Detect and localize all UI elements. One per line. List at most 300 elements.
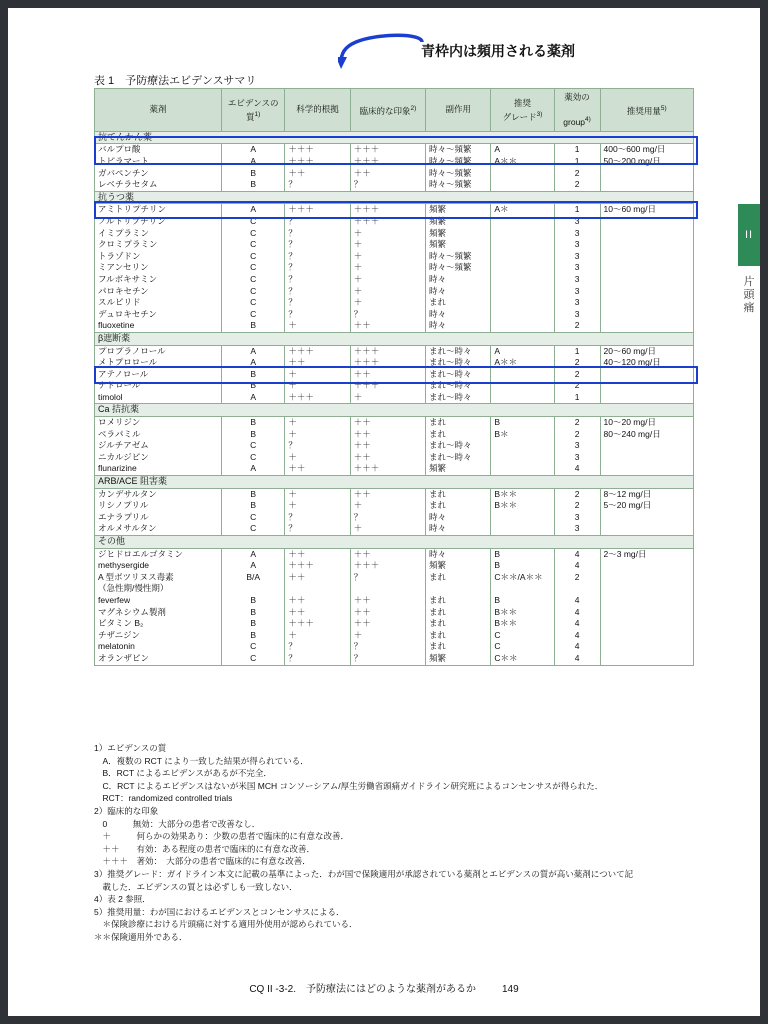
table-cell: A (222, 204, 285, 216)
table-cell: ＋ (350, 286, 425, 298)
table-row (95, 357, 694, 369)
drug-name-cell: methysergide (95, 560, 222, 572)
table-cell (600, 630, 693, 642)
drug-name-cell: flunarizine (95, 463, 222, 475)
drug-name-cell: リシノプリル (95, 500, 222, 512)
column-header: エビデンスの 質$^{1)}$ (222, 89, 285, 132)
table-cell: 4 (554, 607, 600, 619)
table-row (95, 251, 694, 263)
table-cell: ？ (285, 653, 350, 665)
table-cell: 3 (554, 523, 600, 535)
table-row (95, 228, 694, 240)
table-cell (491, 309, 554, 321)
table-cell: B (491, 595, 554, 607)
drug-name-cell: プロプラノロール (95, 345, 222, 357)
table-cell: 時々〜頻繁 (426, 168, 491, 180)
table-row (95, 548, 694, 560)
table-cell: 2 (554, 488, 600, 500)
table-cell: 時々 (426, 320, 491, 332)
table-group-row (95, 191, 694, 204)
group-label: Ca 拮抗薬 (95, 404, 694, 417)
table-cell (600, 583, 693, 595)
table-cell: B (222, 168, 285, 180)
table-cell: B (222, 500, 285, 512)
group-label: ARB/ACE 阻害薬 (95, 476, 694, 489)
footnotes (94, 742, 694, 944)
table-cell: ＋ (350, 239, 425, 251)
drug-name-cell: ジヒドロエルゴタミン (95, 548, 222, 560)
drug-name-cell: ナドロール (95, 380, 222, 392)
table-group-row (95, 536, 694, 549)
table-cell: A＊ (491, 204, 554, 216)
table-cell (600, 228, 693, 240)
table-cell (491, 286, 554, 298)
table-cell (600, 595, 693, 607)
table-cell: ＋＋＋ (350, 144, 425, 156)
table-cell: 400〜600 mg/日 (600, 144, 693, 156)
footnote-line: ＋ 何らかの効果あり：少数の患者で臨床的に有意な改善． (94, 831, 350, 842)
table-cell (491, 583, 554, 595)
table-cell: 4 (554, 548, 600, 560)
table-row (95, 641, 694, 653)
table-cell: 2 (554, 357, 600, 369)
column-header: 臨床的な印象$^{2)}$ (350, 89, 425, 132)
group-label: 抗てんかん薬 (95, 131, 694, 144)
footnote-line: 0 無効：大部分の患者で改善なし． (94, 818, 261, 829)
table-cell: A (222, 560, 285, 572)
table-cell (491, 179, 554, 191)
table-cell (491, 523, 554, 535)
table-cell (491, 216, 554, 228)
column-header: 薬剤 (95, 89, 222, 132)
table-cell: 4 (554, 463, 600, 475)
table-cell (491, 274, 554, 286)
table-cell: 時々 (426, 512, 491, 524)
table-cell: 4 (554, 595, 600, 607)
table-cell: 時々 (426, 274, 491, 286)
drug-name-cell: パロキセチン (95, 286, 222, 298)
table-cell: ＋＋ (285, 548, 350, 560)
table-cell: まれ〜時々 (426, 452, 491, 464)
table-cell: ＋＋ (285, 595, 350, 607)
table-cell: ？ (350, 512, 425, 524)
table-cell (285, 583, 350, 595)
table-title: 表 1 予防療法エビデンスサマリ (94, 75, 257, 87)
table-cell: 2 (554, 320, 600, 332)
table-cell: B (222, 320, 285, 332)
table-cell: ？ (285, 512, 350, 524)
drug-name-cell: ノルトリプチリン (95, 216, 222, 228)
drug-name-cell: エナラプリル (95, 512, 222, 524)
table-cell (600, 523, 693, 535)
table-cell: 3 (554, 228, 600, 240)
table-cell: ＋＋ (350, 618, 425, 630)
table-cell: 3 (554, 286, 600, 298)
table-cell (491, 380, 554, 392)
table-cell: C (222, 512, 285, 524)
table-cell: 1 (554, 144, 600, 156)
table-cell: 2 (554, 429, 600, 441)
table-row (95, 607, 694, 619)
table-cell: ？ (285, 239, 350, 251)
table-cell: ＋＋＋ (350, 156, 425, 168)
table-cell: ＋＋ (350, 607, 425, 619)
table-row (95, 286, 694, 298)
table-cell (600, 251, 693, 263)
table-cell (600, 440, 693, 452)
table-cell: A (222, 548, 285, 560)
drug-name-cell: メトプロロール (95, 357, 222, 369)
table-cell: ＋＋＋ (350, 357, 425, 369)
footnote-line: ＋＋＋ 著効： 大部分の患者で臨床的に有意な改善． (94, 856, 311, 867)
drug-name-cell: チザニジン (95, 630, 222, 642)
drug-name-cell: オランザピン (95, 653, 222, 665)
table-cell: 3 (554, 274, 600, 286)
table-cell: ＋＋＋ (350, 204, 425, 216)
table-cell: ＋＋＋ (350, 380, 425, 392)
footnote-line: 載した．エビデンスの質とは必ずしも一致しない． (94, 881, 298, 892)
table-cell: 1 (554, 392, 600, 404)
table-cell: 3 (554, 297, 600, 309)
table-cell: A (222, 156, 285, 168)
page-footer (8, 980, 760, 995)
table-cell: まれ〜時々 (426, 380, 491, 392)
table-row (95, 463, 694, 475)
table-cell (600, 369, 693, 381)
drug-name-cell: ニカルジピン (95, 452, 222, 464)
table-cell: ＋ (350, 228, 425, 240)
footnote-line: B．RCT によるエビデンスがあるが不完全． (94, 768, 272, 779)
table-cell: A (491, 144, 554, 156)
table-cell: ？ (350, 309, 425, 321)
table-cell (600, 380, 693, 392)
table-cell: ＋ (350, 297, 425, 309)
table-cell: ＋＋ (350, 452, 425, 464)
column-header: 推奨用量$^{5)}$ (600, 89, 693, 132)
table-cell: ＋ (350, 262, 425, 274)
table-cell (491, 452, 554, 464)
table-row (95, 309, 694, 321)
table-cell (600, 239, 693, 251)
table-cell: 5〜20 mg/日 (600, 500, 693, 512)
table-cell: ＋＋＋ (285, 560, 350, 572)
table-cell: ＋＋ (350, 548, 425, 560)
table-cell (222, 583, 285, 595)
table-cell (600, 320, 693, 332)
table-cell: 時々〜頻繁 (426, 262, 491, 274)
annotation-text: 青枠内は頻用される薬剤 (421, 43, 575, 59)
drug-name-cell: マグネシウム製剤 (95, 607, 222, 619)
table-row (95, 179, 694, 191)
table-cell: B (222, 618, 285, 630)
table-row (95, 488, 694, 500)
table-row (95, 297, 694, 309)
table-row (95, 572, 694, 584)
table-cell (491, 262, 554, 274)
table-cell: 3 (554, 512, 600, 524)
table-cell: ？ (285, 262, 350, 274)
table-cell: ？ (285, 228, 350, 240)
table-cell (491, 463, 554, 475)
table-cell: C (491, 630, 554, 642)
footnote-line: ＊保険診療における片頭痛に対する適用外使用が認められている． (94, 919, 358, 930)
drug-name-cell: デュロキセチン (95, 309, 222, 321)
table-cell: 時々 (426, 523, 491, 535)
table-cell: A＊＊ (491, 156, 554, 168)
group-label: 抗うつ薬 (95, 191, 694, 204)
table-cell: ＋＋＋ (285, 392, 350, 404)
drug-name-cell: カンデサルタン (95, 488, 222, 500)
table-cell (600, 572, 693, 584)
table-cell: C (222, 297, 285, 309)
table-cell: 2 (554, 417, 600, 429)
table-cell (491, 168, 554, 180)
table-cell: A (491, 345, 554, 357)
column-header: 推奨 グレード$^{3)}$ (491, 89, 554, 132)
column-header: 薬効の group$^{4)}$ (554, 89, 600, 132)
table-group-row (95, 131, 694, 144)
table-cell: ＋＋ (285, 357, 350, 369)
table-cell: ＋＋＋ (350, 216, 425, 228)
table-cell: ＋＋ (350, 320, 425, 332)
footnote-line: 4）表 2 参照． (94, 894, 151, 905)
table-cell: ？ (350, 641, 425, 653)
table-cell (491, 239, 554, 251)
drug-name-cell: ミアンセリン (95, 262, 222, 274)
table-cell: B (222, 488, 285, 500)
table-cell: ＋ (350, 274, 425, 286)
drug-name-cell: ガバペンチン (95, 168, 222, 180)
table-cell: まれ (426, 500, 491, 512)
evidence-summary-table (94, 88, 694, 666)
drug-name-cell: レベチラセタム (95, 179, 222, 191)
table-cell (600, 286, 693, 298)
table-cell (600, 653, 693, 665)
table-cell: ＋＋ (350, 440, 425, 452)
drug-name-cell: バルプロ酸 (95, 144, 222, 156)
table-cell: 時々 (426, 548, 491, 560)
table-cell: 3 (554, 216, 600, 228)
footnote-line: A．複数の RCT により一致した結果が得られている． (94, 755, 309, 766)
table-cell: まれ (426, 618, 491, 630)
table-cell: B＊＊ (491, 618, 554, 630)
footnote-line: RCT：randomized controlled trials (94, 793, 233, 804)
table-group-row (95, 404, 694, 417)
table-cell: ＋ (285, 488, 350, 500)
table-cell: ＋ (285, 500, 350, 512)
table-cell: A (222, 357, 285, 369)
table-cell: ＋＋＋ (350, 345, 425, 357)
table-cell (350, 583, 425, 595)
table-cell: C (222, 228, 285, 240)
table-cell: ＋＋＋ (350, 560, 425, 572)
table-cell (600, 618, 693, 630)
drug-name-cell: トラゾドン (95, 251, 222, 263)
table-cell: ＋ (350, 392, 425, 404)
footnote-line: 5）推奨用量：わが国におけるエビデンスとコンセンサスによる． (94, 906, 345, 917)
table-cell: 頻繁 (426, 463, 491, 475)
table-cell: 4 (554, 560, 600, 572)
table-cell: まれ (426, 630, 491, 642)
table-cell: B (491, 548, 554, 560)
drug-name-cell: アミトリプチリン (95, 204, 222, 216)
table-cell: 4 (554, 653, 600, 665)
table-cell (600, 262, 693, 274)
table-group-row (95, 332, 694, 345)
table-row (95, 274, 694, 286)
footnote-line: 1）エビデンスの質 (94, 743, 167, 753)
table-cell: 4 (554, 630, 600, 642)
table-cell: 頻繁 (426, 239, 491, 251)
table-cell: 時々〜頻繁 (426, 179, 491, 191)
table-cell: 1 (554, 345, 600, 357)
table-row (95, 380, 694, 392)
column-header: 科学的根拠 (285, 89, 350, 132)
table-cell: ＋＋＋ (285, 156, 350, 168)
table-cell: ？ (350, 179, 425, 191)
table-cell (554, 583, 600, 595)
table-cell: 4 (554, 618, 600, 630)
table-group-row (95, 476, 694, 489)
table-cell: 時々 (426, 286, 491, 298)
table-row (95, 618, 694, 630)
table-cell: 2 (554, 380, 600, 392)
table-cell: B (491, 560, 554, 572)
table-cell: ＋ (350, 251, 425, 263)
table-cell: まれ (426, 297, 491, 309)
table-cell: ？ (285, 274, 350, 286)
drug-name-cell: fluoxetine (95, 320, 222, 332)
table-cell (600, 512, 693, 524)
table-cell: まれ (426, 607, 491, 619)
drug-name-cell: feverfew (95, 595, 222, 607)
table-row (95, 239, 694, 251)
footnote-line: 3）推奨グレード：ガイドライン本文に記載の基準によった．わが国で保険適用が承認されている薬剤とエビデンスの質が高い薬剤について記 (94, 868, 634, 879)
table-cell: C＊＊/A＊＊ (491, 572, 554, 584)
table-cell (491, 297, 554, 309)
table-cell: 3 (554, 251, 600, 263)
table-cell: 3 (554, 239, 600, 251)
table-cell (600, 392, 693, 404)
footnote-line: 2）臨床的な印象 (94, 805, 159, 816)
table-cell: 2 (554, 168, 600, 180)
table-cell: 50〜200 mg/日 (600, 156, 693, 168)
table-cell: まれ〜時々 (426, 345, 491, 357)
chapter-tab: II (738, 204, 760, 266)
table-cell: C (222, 216, 285, 228)
table-header (95, 89, 694, 132)
table-cell: 2〜3 mg/日 (600, 548, 693, 560)
table-cell: ＋＋＋ (285, 204, 350, 216)
table-cell: ＋ (350, 500, 425, 512)
table-cell (600, 452, 693, 464)
table-cell: C (222, 286, 285, 298)
table-cell: ？ (350, 572, 425, 584)
drug-name-cell: ベラパミル (95, 429, 222, 441)
table-cell: ＋＋ (350, 369, 425, 381)
table-cell: ＋＋ (285, 168, 350, 180)
table-cell: 2 (554, 369, 600, 381)
table-cell: B (222, 607, 285, 619)
chapter-label: 片 頭 痛 (743, 276, 755, 314)
table-cell: まれ (426, 572, 491, 584)
table-cell: B (222, 179, 285, 191)
table-cell: 8〜12 mg/日 (600, 488, 693, 500)
drug-name-cell: アテノロール (95, 369, 222, 381)
table-row (95, 345, 694, 357)
table-cell (600, 463, 693, 475)
drug-name-cell: melatonin (95, 641, 222, 653)
table-cell: ＋ (285, 417, 350, 429)
footer-text: CQ II -3-2. 予防療法にはどのような薬剤があるか (249, 984, 476, 995)
table-row (95, 320, 694, 332)
table-row (95, 216, 694, 228)
table-cell: 頻繁 (426, 216, 491, 228)
table-cell: 2 (554, 500, 600, 512)
table-row (95, 512, 694, 524)
table-cell: ＋ (350, 523, 425, 535)
table-cell (491, 392, 554, 404)
table-cell: B＊ (491, 429, 554, 441)
table-cell: B (222, 595, 285, 607)
table-cell: A (222, 144, 285, 156)
table-row (95, 500, 694, 512)
table-cell (426, 583, 491, 595)
table-cell: ？ (285, 641, 350, 653)
table-cell: 頻繁 (426, 204, 491, 216)
document-page (8, 8, 760, 1016)
table-cell: 20〜60 mg/日 (600, 345, 693, 357)
table-cell: ＋＋ (350, 488, 425, 500)
page-number: 149 (502, 984, 519, 995)
table-cell: まれ (426, 429, 491, 441)
table-row (95, 653, 694, 665)
table-cell: ？ (285, 440, 350, 452)
table-cell: ？ (350, 653, 425, 665)
table-cell: 時々 (426, 309, 491, 321)
table-row (95, 583, 694, 595)
table-cell (491, 512, 554, 524)
table-cell (600, 179, 693, 191)
table-cell: ？ (285, 309, 350, 321)
table-cell (491, 369, 554, 381)
table-cell: 4 (554, 641, 600, 653)
table-cell: 頻繁 (426, 560, 491, 572)
footnote-line: ＋＋ 有効：ある程度の患者で臨床的に有意な改善． (94, 843, 316, 854)
table-row (95, 168, 694, 180)
table-cell: ＋＋ (285, 463, 350, 475)
drug-name-cell: クロミプラミン (95, 239, 222, 251)
drug-name-cell: トピラマート (95, 156, 222, 168)
table-cell: 1 (554, 156, 600, 168)
table-cell: C (222, 641, 285, 653)
table-cell: C (222, 440, 285, 452)
table-cell: B (222, 380, 285, 392)
table-cell: まれ〜時々 (426, 440, 491, 452)
table-row (95, 630, 694, 642)
table-cell: ＋＋ (350, 429, 425, 441)
group-label: その他 (95, 536, 694, 549)
drug-name-cell: ロメリジン (95, 417, 222, 429)
table-cell: ？ (285, 286, 350, 298)
table-cell (600, 274, 693, 286)
table-cell: ＋＋ (350, 595, 425, 607)
table-cell (600, 216, 693, 228)
table-cell: まれ (426, 417, 491, 429)
table-cell: C＊＊ (491, 653, 554, 665)
table-row (95, 560, 694, 572)
table-row (95, 595, 694, 607)
